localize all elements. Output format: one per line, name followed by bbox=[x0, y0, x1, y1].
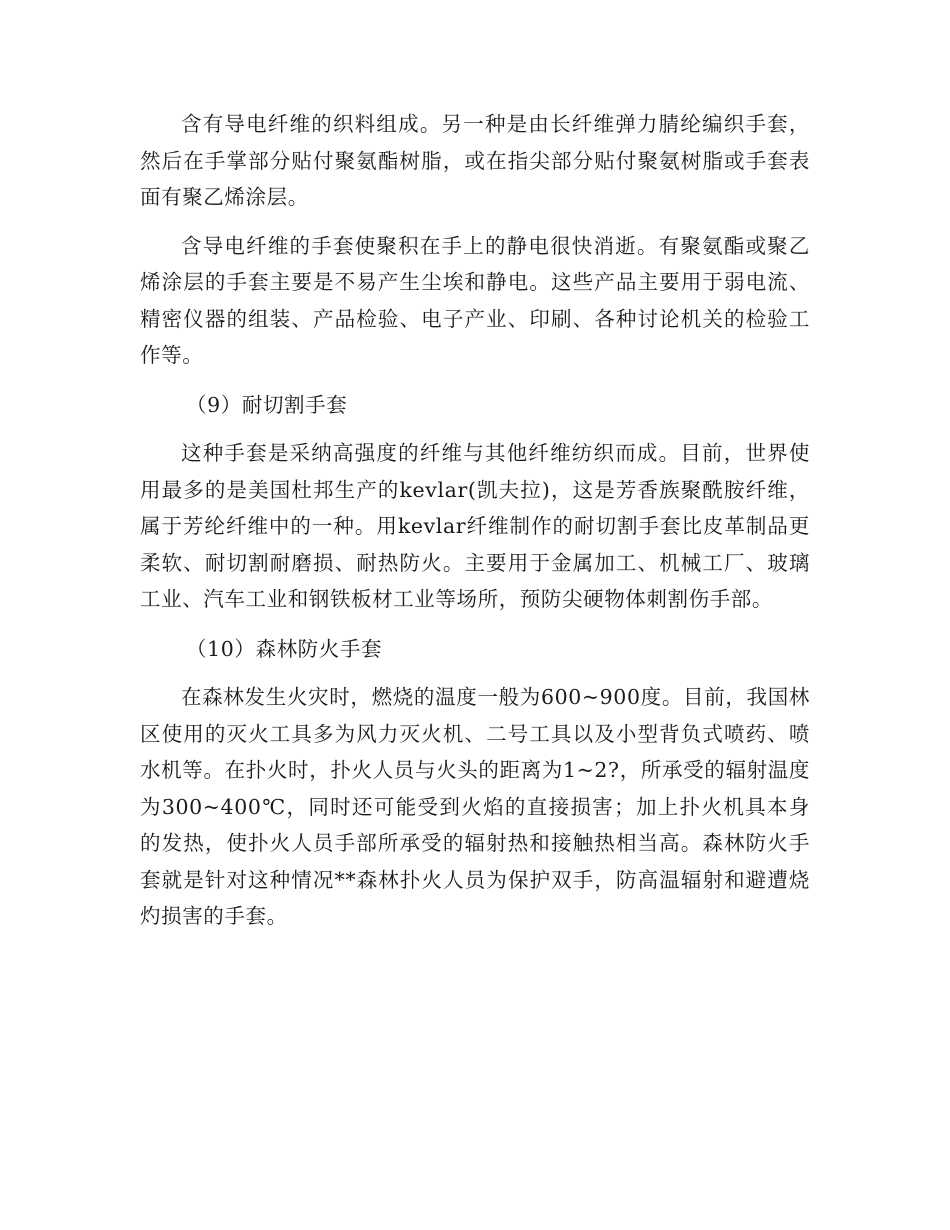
paragraph-conductive-fiber: 含有导电纤维的织料组成。另一种是由长纤维弹力腈纶编织手套，然后在手掌部分贴付聚氨酯树脂，或在指尖部分贴付聚氨树脂或手套表面有聚乙烯涂层。 bbox=[140, 112, 810, 209]
section-heading-forest-fire: （10）森林防火手套 bbox=[186, 636, 383, 661]
paragraph-forest-fire: 在森林发生火灾时，燃烧的温度一般为600~900度。目前，我国林区使用的灭火工具多为风力灭火机、二号工具以及小型背负式喷药、喷水机等。在扑火时，扑火人员与火头的距离为1~2?，所承受的辐射温度为300~400℃，同时还可能受到火焰的直接损害；加上扑火机具本身的发热，使扑火人员手部所承受的辐射热和接触热相当高。森林防火手套就是针对这种情况**森林扑火人员为保护双手，防高温辐射和避遭烧灼损害的手套。 bbox=[140, 685, 810, 928]
paragraph-cut-resistant: 这种手套是采纳高强度的纤维与其他纤维纺织而成。目前，世界使用最多的是美国杜邦生产的kevlar(凯夫拉)，这是芳香族聚酰胺纤维，属于芳纶纤维中的一种。用kevlar纤维制作的耐切割手套比皮革制品更柔软、耐切割耐磨损、耐热防火。主要用于金属加工、机械工厂、玻璃工业、汽车工业和钢铁板材工业等场所，预防尖硬物体刺割伤手部。 bbox=[140, 441, 810, 611]
document-body bbox=[140, 106, 810, 935]
section-heading-cut-resistant: （9）耐切割手套 bbox=[186, 392, 348, 417]
paragraph-antistatic-usage: 含导电纤维的手套使聚积在手上的静电很快消逝。有聚氨酯或聚乙烯涂层的手套主要是不易产生尘埃和静电。这些产品主要用于弱电流、精密仪器的组装、产品检验、电子产业、印刷、各种讨论机关的检验工作等。 bbox=[140, 233, 810, 367]
